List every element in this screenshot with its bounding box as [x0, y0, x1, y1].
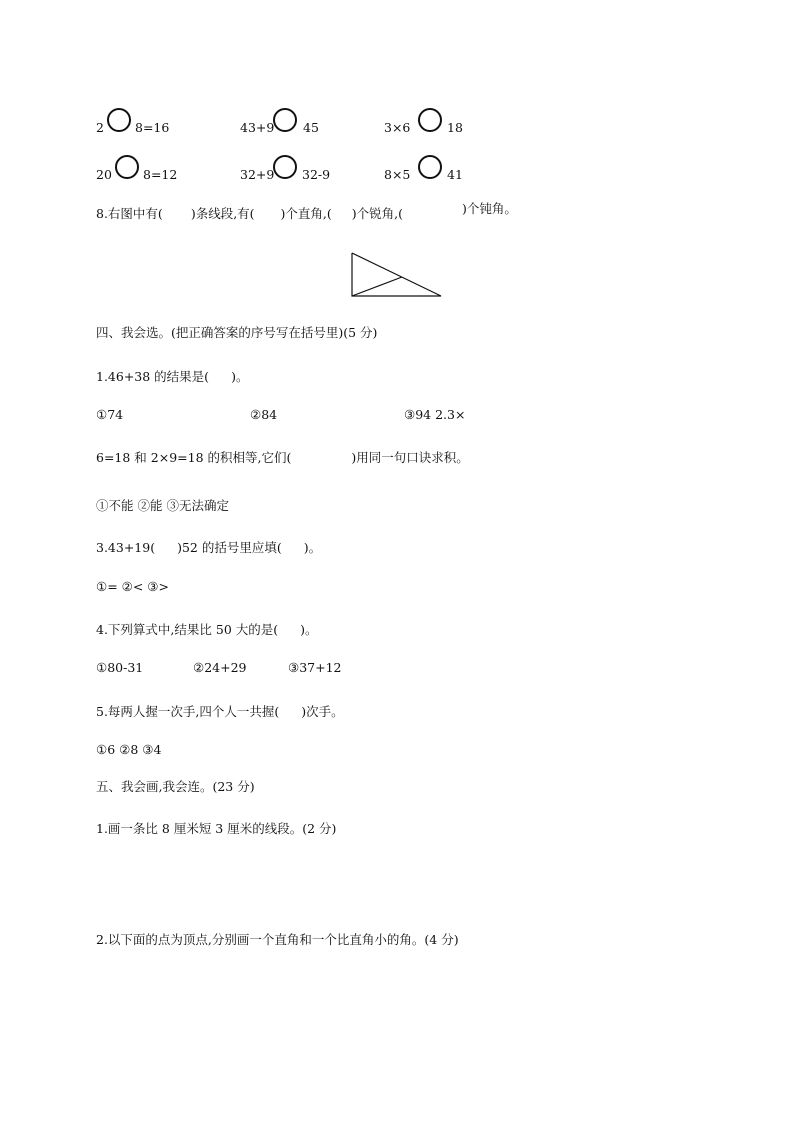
q4-1: [96, 371, 248, 384]
compare-r2c1-left: 20: [96, 167, 112, 182]
q4-1-option-b[interactable]: ②84: [250, 407, 278, 422]
compare-r1c2-left: 43+9: [240, 120, 275, 135]
q4-3-mid: )52 的括号里应填(: [177, 540, 282, 555]
q4-2-text: 6=18 和 2×9=18 的积相等,它们(: [96, 450, 292, 465]
q8-part4: )个锐角,(: [351, 206, 404, 221]
triangle-figure: [348, 250, 446, 300]
section5-q1: 1.画一条比 8 厘米短 3 厘米的线段。(2 分): [96, 821, 337, 836]
q4-1-text: 1.46+38 的结果是(: [96, 369, 210, 384]
compare-r2c3-right: 41: [447, 167, 463, 182]
q4-1-end: )。: [231, 369, 249, 384]
answer-circle[interactable]: [115, 155, 139, 179]
compare-r1c3-left: 3×6: [384, 120, 411, 135]
q4-5-text: 5.每两人握一次手,四个人一共握(: [96, 704, 280, 719]
q8-text: [96, 208, 431, 221]
q8-part5: )个钝角。: [462, 201, 517, 216]
q8-part2: )条线段,有(: [190, 206, 255, 221]
q4-2-options[interactable]: ①不能 ②能 ③无法确定: [96, 498, 229, 513]
answer-circle[interactable]: [273, 108, 297, 132]
answer-circle[interactable]: [107, 108, 131, 132]
q4-4-end: )。: [300, 622, 318, 637]
compare-r1c3-right: 18: [447, 120, 463, 135]
q4-3-end: )。: [303, 540, 322, 555]
q4-5-end: )次手。: [301, 704, 344, 719]
answer-circle[interactable]: [273, 155, 297, 179]
q4-4-option-a[interactable]: ①80-31: [96, 660, 144, 675]
answer-circle[interactable]: [418, 155, 442, 179]
compare-r1c2-right: 45: [303, 120, 319, 135]
q8-part1: 8.右图中有(: [96, 206, 163, 221]
q4-1-option-a[interactable]: ①74: [96, 407, 124, 422]
compare-r2c3-left: 8×5: [384, 167, 411, 182]
q4-4: [96, 624, 318, 637]
section4-title: 四、我会选。(把正确答案的序号写在括号里)(5 分): [96, 325, 378, 340]
q4-3: [96, 542, 321, 555]
q8-part3: )个直角,(: [280, 206, 332, 221]
q4-2-end: )用同一句口诀求积。: [351, 450, 469, 465]
triangle-outline: [352, 253, 441, 296]
section5-title: 五、我会画,我会连。(23 分): [96, 779, 255, 794]
compare-r2c1-right: 8=12: [143, 167, 178, 182]
q4-4-option-c[interactable]: ③37+12: [288, 660, 342, 675]
q4-5-options[interactable]: ①6 ②8 ③4: [96, 742, 162, 757]
section5-q2: 2.以下面的点为顶点,分别画一个直角和一个比直角小的角。(4 分): [96, 932, 459, 947]
q4-2: [96, 452, 469, 465]
compare-r2c2-left: 32+9: [240, 167, 275, 182]
q4-4-text: 4.下列算式中,结果比 50 大的是(: [96, 622, 279, 637]
answer-circle[interactable]: [418, 108, 442, 132]
compare-r1c1-left: 2: [96, 120, 104, 135]
compare-r1c1-right: 8=16: [135, 120, 170, 135]
q4-4-option-b[interactable]: ②24+29: [193, 660, 247, 675]
compare-r2c2-right: 32-9: [302, 167, 331, 182]
q4-3-text: 3.43+19(: [96, 540, 156, 555]
q4-3-options[interactable]: ①= ②< ③>: [96, 579, 169, 594]
triangle-inner-segment: [352, 277, 402, 296]
q4-5: [96, 706, 344, 719]
q4-1-option-c[interactable]: ③94 2.3×: [404, 407, 466, 422]
